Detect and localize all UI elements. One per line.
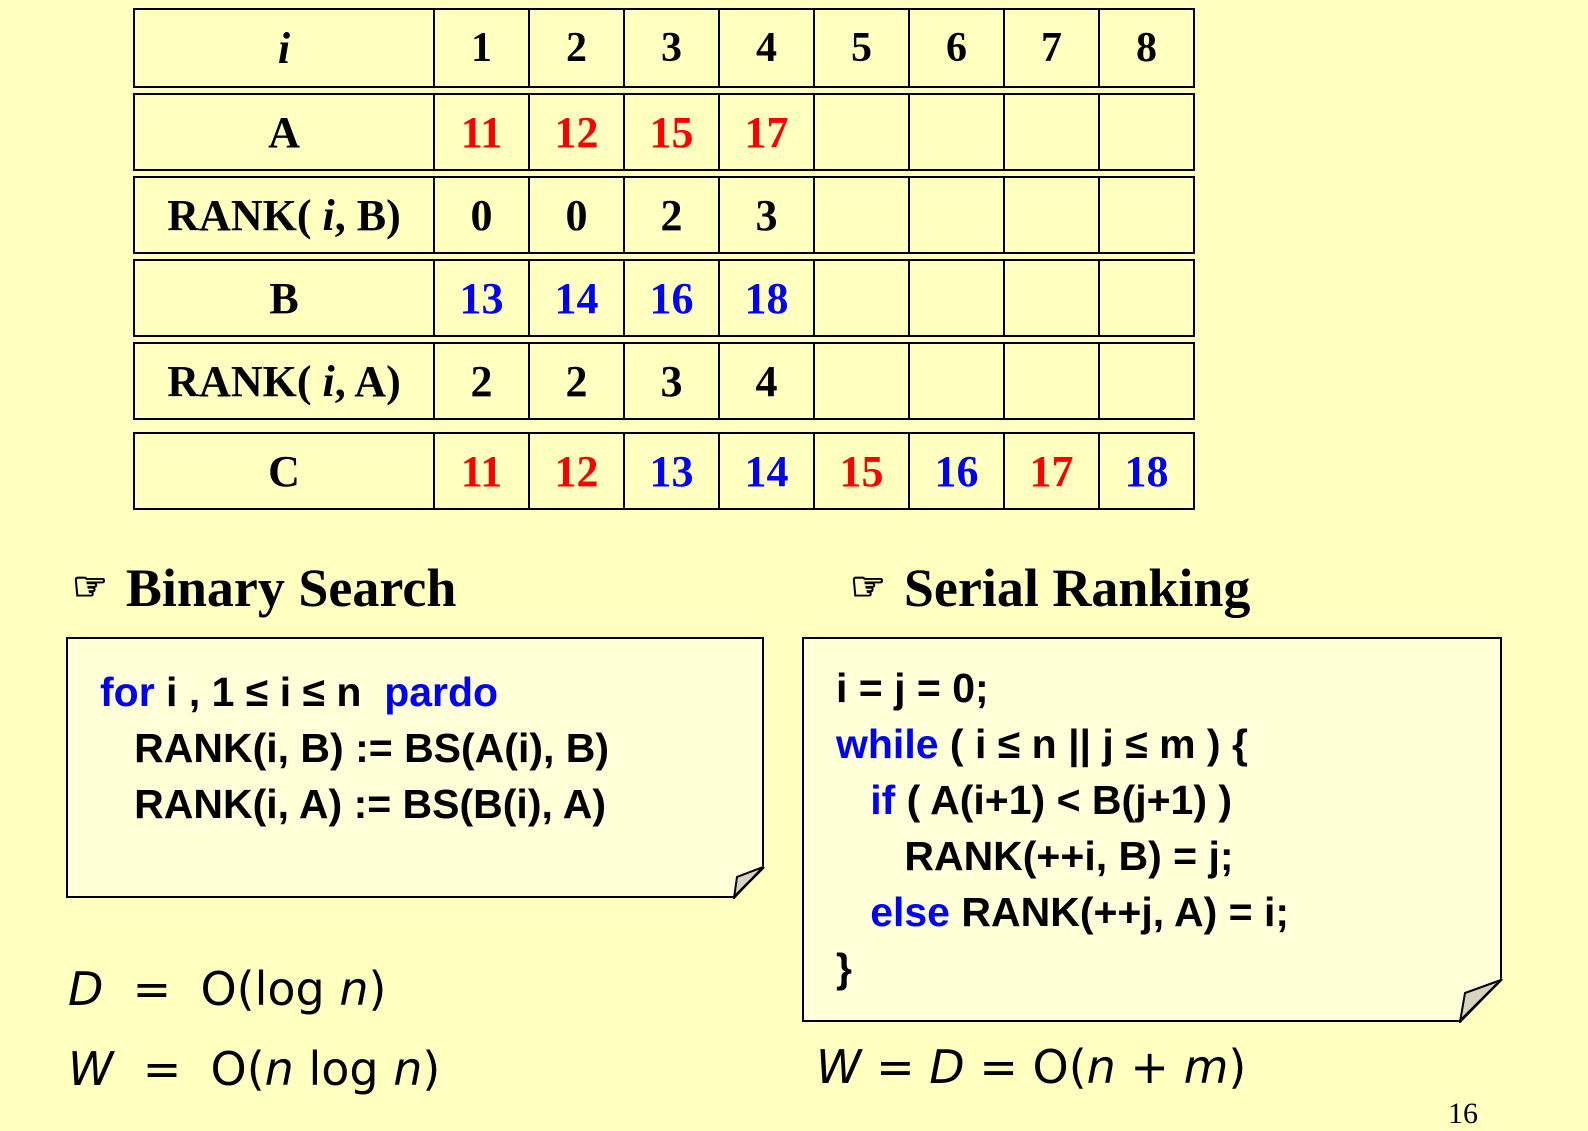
value-cell <box>1005 259 1100 337</box>
binary-search-title: Binary Search <box>125 558 457 618</box>
code-line <box>836 721 1248 767</box>
eq-text: log <box>293 1042 394 1096</box>
row-label: A <box>133 93 435 171</box>
value-cell: 13 <box>435 259 530 337</box>
row-label: C <box>134 433 434 509</box>
value-cell: 18 <box>1099 433 1194 509</box>
row-label-var: i <box>322 356 335 406</box>
table-row <box>133 259 1195 337</box>
value-cell <box>815 342 910 420</box>
keyword-if: if <box>870 777 896 823</box>
keyword-pardo: pardo <box>384 669 499 715</box>
row-label-var: i <box>322 190 335 240</box>
value-cell: 16 <box>625 259 720 337</box>
row-label-text: RANK( <box>167 356 323 406</box>
index-cell: 6 <box>910 8 1005 88</box>
row-label: i <box>133 8 435 88</box>
index-cell: 2 <box>530 8 625 88</box>
page-number: 16 <box>1448 1097 1478 1130</box>
value-cell <box>1005 342 1100 420</box>
eq-text: = O( <box>113 1042 265 1096</box>
row-label-text: , B) <box>334 190 401 240</box>
eq-symbol: n <box>339 962 369 1016</box>
code-text: ( A(i+1) < B(j+1) ) <box>895 777 1233 823</box>
value-cell <box>910 342 1005 420</box>
index-cell: 8 <box>1100 8 1195 88</box>
value-cell: 11 <box>434 433 529 509</box>
row-label: B <box>133 259 435 337</box>
value-cell: 12 <box>530 93 625 171</box>
value-cell: 17 <box>720 93 815 171</box>
keyword-while: while <box>836 721 939 767</box>
eq-symbol: D <box>929 1040 965 1094</box>
value-cell <box>815 176 910 254</box>
serial-ranking-equation <box>816 1040 1246 1094</box>
eq-text: ) <box>1228 1040 1247 1094</box>
index-cell: 3 <box>625 8 720 88</box>
code-indent <box>836 777 870 823</box>
table-row-merged <box>134 433 1194 509</box>
value-cell: 2 <box>435 342 530 420</box>
merged-table <box>133 432 1195 510</box>
value-cell: 4 <box>720 342 815 420</box>
code-line: RANK(i, B) := BS(A(i), B) <box>100 725 610 771</box>
row-label <box>133 176 435 254</box>
code-text: i , 1 ≤ i ≤ n <box>154 669 385 715</box>
value-cell: 12 <box>529 433 624 509</box>
pointing-hand-icon: ☞ <box>850 564 886 609</box>
eq-symbol: n <box>393 1042 423 1096</box>
binary-search-heading <box>72 557 456 619</box>
value-cell: 16 <box>909 433 1004 509</box>
eq-symbol: m <box>1183 1040 1229 1094</box>
eq-text: = O(log <box>103 962 340 1016</box>
value-cell: 15 <box>814 433 909 509</box>
code-line: i = j = 0; <box>836 665 989 711</box>
table-row <box>133 93 1195 171</box>
code-line <box>836 889 1289 935</box>
value-cell <box>1100 93 1195 171</box>
index-cell: 7 <box>1005 8 1100 88</box>
merged-table-body <box>134 433 1194 509</box>
binary-search-depth-equation <box>68 962 386 1016</box>
table-row-index <box>133 8 1195 88</box>
value-cell <box>1100 176 1195 254</box>
value-cell: 2 <box>530 342 625 420</box>
value-cell <box>1100 259 1195 337</box>
eq-text: = O( <box>964 1040 1087 1094</box>
page-curl-icon <box>1457 977 1503 1023</box>
value-cell: 13 <box>624 433 719 509</box>
value-cell: 14 <box>530 259 625 337</box>
row-label-text: , A) <box>334 356 401 406</box>
serial-ranking-heading <box>850 557 1250 619</box>
page-curl-icon <box>731 865 765 899</box>
serial-ranking-title: Serial Ranking <box>903 558 1251 618</box>
value-cell: 17 <box>1004 433 1099 509</box>
eq-symbol: D <box>68 962 104 1016</box>
serial-ranking-code <box>836 660 1289 996</box>
code-indent <box>836 889 870 935</box>
eq-text: + <box>1115 1040 1184 1094</box>
index-cell: 5 <box>815 8 910 88</box>
rank-table-body <box>133 8 1195 420</box>
binary-search-code <box>100 664 609 832</box>
keyword-else: else <box>870 889 950 935</box>
value-cell <box>1005 176 1100 254</box>
eq-symbol: W <box>68 1042 114 1096</box>
value-cell: 11 <box>435 93 530 171</box>
code-text: RANK(++j, A) = i; <box>950 889 1290 935</box>
table-row <box>133 342 1195 420</box>
value-cell <box>910 176 1005 254</box>
eq-symbol: n <box>1086 1040 1116 1094</box>
code-line: } <box>836 945 852 991</box>
code-line: RANK(i, A) := BS(B(i), A) <box>100 781 606 827</box>
value-cell <box>815 259 910 337</box>
row-label-text: RANK( <box>167 190 323 240</box>
value-cell: 18 <box>720 259 815 337</box>
rank-table <box>133 3 1195 425</box>
value-cell <box>910 93 1005 171</box>
value-cell: 3 <box>720 176 815 254</box>
eq-symbol: n <box>264 1042 294 1096</box>
code-line <box>100 669 498 715</box>
code-line <box>836 777 1232 823</box>
value-cell <box>1100 342 1195 420</box>
value-cell <box>1005 93 1100 171</box>
value-cell: 15 <box>625 93 720 171</box>
value-cell: 3 <box>625 342 720 420</box>
keyword-for: for <box>100 669 155 715</box>
eq-text: ) <box>422 1042 441 1096</box>
pointing-hand-icon: ☞ <box>72 564 108 609</box>
value-cell: 0 <box>435 176 530 254</box>
binary-search-work-equation <box>68 1042 440 1096</box>
value-cell: 2 <box>625 176 720 254</box>
code-text: ( i ≤ n || j ≤ m ) { <box>938 721 1248 767</box>
index-cell: 4 <box>720 8 815 88</box>
index-cell: 1 <box>435 8 530 88</box>
value-cell: 14 <box>719 433 814 509</box>
eq-text: ) <box>368 962 387 1016</box>
table-row <box>133 176 1195 254</box>
value-cell: 0 <box>530 176 625 254</box>
value-cell <box>910 259 1005 337</box>
value-cell <box>815 93 910 171</box>
code-line: RANK(++i, B) = j; <box>836 833 1234 879</box>
eq-text: = <box>861 1040 930 1094</box>
row-label <box>133 342 435 420</box>
eq-symbol: W <box>816 1040 862 1094</box>
